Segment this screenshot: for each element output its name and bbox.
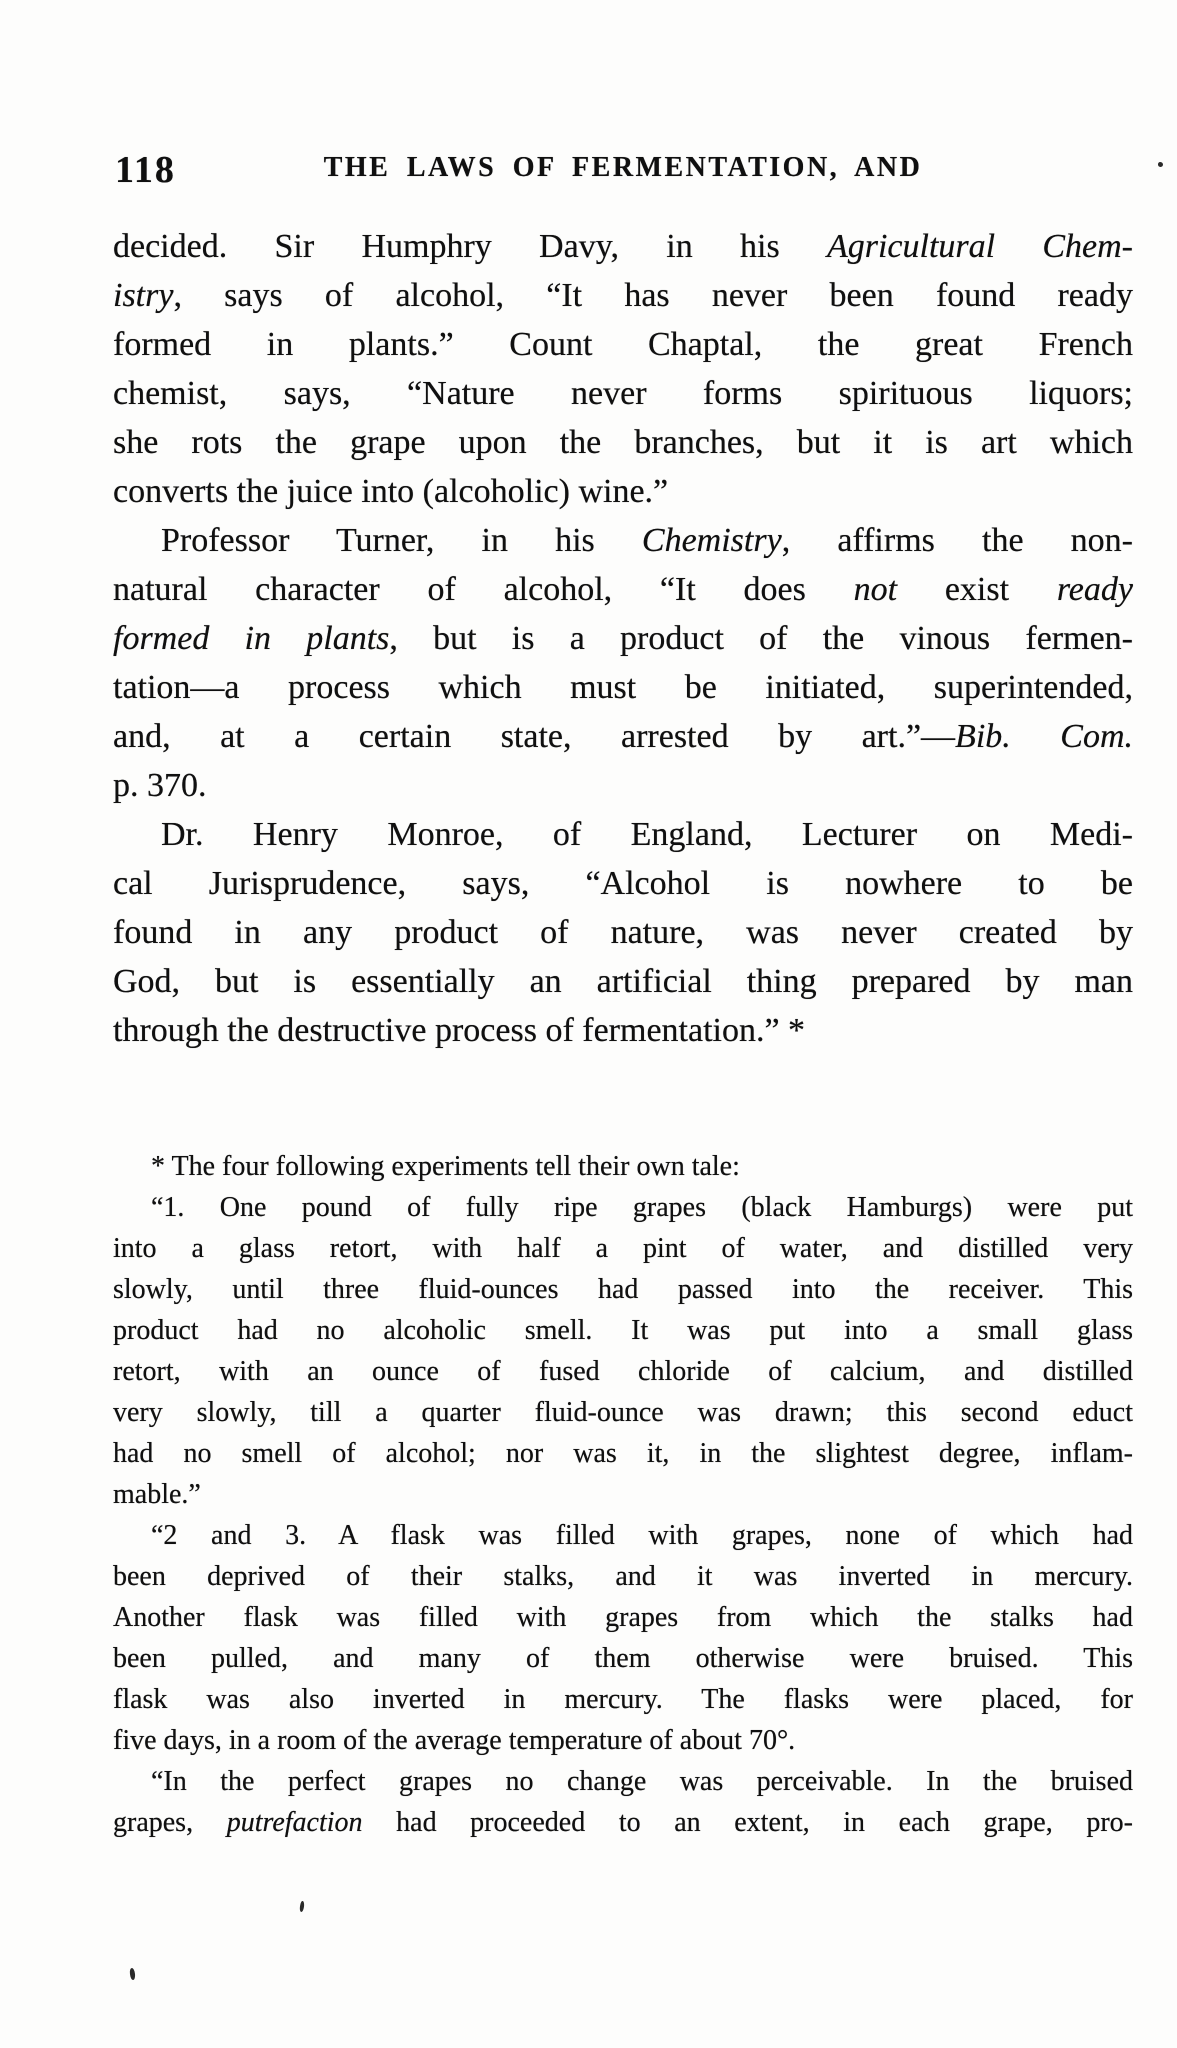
- text-segment: grapes,: [113, 1807, 227, 1838]
- text-line: [113, 1515, 1133, 1556]
- text-segment: into a glass retort, with half a pint of water, and distilled very: [113, 1233, 1133, 1264]
- text-line: [113, 908, 1133, 957]
- text-line: [113, 1310, 1133, 1351]
- text-line: [113, 467, 1133, 516]
- text-line: [113, 1474, 1133, 1515]
- text-line: [113, 1802, 1133, 1843]
- italic-text: ready: [1056, 571, 1133, 608]
- text-line: [113, 565, 1133, 614]
- text-segment: slowly, until three fluid-ounces had passed into the receiver. This: [113, 1274, 1133, 1305]
- text-segment: “1. One pound of fully ripe grapes (black Hamburgs) were put: [151, 1192, 1133, 1223]
- italic-text: putrefaction: [226, 1807, 363, 1838]
- paragraph: [113, 222, 1133, 516]
- text-segment: product had no alcoholic smell. It was put into a small glass: [113, 1315, 1133, 1346]
- text-line: [113, 1638, 1133, 1679]
- italic-text: Bib. Com.: [955, 718, 1133, 755]
- text-segment: Professor Turner, in his: [161, 522, 642, 559]
- paragraph: [113, 1515, 1133, 1761]
- text-segment: tation—a process which must be initiated, superintended,: [113, 669, 1133, 706]
- italic-text: formed in plants: [113, 620, 390, 657]
- text-segment: found in any product of nature, was never created by: [113, 914, 1133, 951]
- text-line: [113, 810, 1133, 859]
- text-segment: God, but is essentially an artificial thing prepared by man: [113, 963, 1133, 1000]
- body-text: [113, 222, 1133, 1055]
- text-segment: through the destructive process of fermentation.” *: [113, 1012, 806, 1049]
- text-segment: been deprived of their stalks, and it was inverted in mercury.: [113, 1561, 1133, 1592]
- running-title: THE LAWS OF FERMENTATION, AND: [323, 152, 923, 183]
- running-header: [113, 146, 1133, 190]
- text-line: [113, 761, 1133, 810]
- text-segment: formed in plants.” Count Chaptal, the great French: [113, 326, 1133, 363]
- paragraph: [113, 516, 1133, 810]
- text-segment: very slowly, till a quarter fluid-ounce was drawn; this second educt: [113, 1397, 1133, 1428]
- text-segment: decided. Sir Humphry Davy, in his: [113, 228, 827, 265]
- text-line: [113, 271, 1133, 320]
- text-segment: mable.”: [113, 1479, 201, 1510]
- text-line: [113, 1720, 1133, 1761]
- paragraph: [113, 1146, 1133, 1187]
- page-number: 118: [115, 149, 176, 191]
- scan-speck: [299, 1901, 304, 1912]
- text-line: [113, 663, 1133, 712]
- paragraph: [113, 1187, 1133, 1515]
- text-segment: natural character of alcohol, “It does: [113, 571, 854, 608]
- text-line: [113, 859, 1133, 908]
- text-line: [113, 957, 1133, 1006]
- paragraph: [113, 810, 1133, 1055]
- text-segment: exist: [897, 571, 1057, 608]
- text-segment: had proceeded to an extent, in each grape, pro-: [362, 1807, 1133, 1838]
- text-line: [113, 222, 1133, 271]
- text-segment: , but is a product of the vinous fermen-: [389, 620, 1133, 657]
- text-line: [113, 1392, 1133, 1433]
- text-segment: * The four following experiments tell their own tale:: [151, 1151, 740, 1182]
- text-segment: , says of alcohol, “It has never been found ready: [173, 277, 1133, 314]
- text-segment: “2 and 3. A flask was filled with grapes, none of which had: [151, 1520, 1133, 1551]
- text-segment: p. 370.: [113, 767, 207, 804]
- text-line: [113, 1761, 1133, 1802]
- text-segment: , affirms the non-: [781, 522, 1133, 559]
- text-segment: been pulled, and many of them otherwise were bruised. This: [113, 1643, 1133, 1674]
- text-segment: “In the perfect grapes no change was perceivable. In the bruised: [151, 1766, 1133, 1797]
- text-segment: chemist, says, “Nature never forms spirituous liquors;: [113, 375, 1133, 412]
- text-segment: Another flask was filled with grapes from which the stalks had: [113, 1602, 1133, 1633]
- text-line: [113, 369, 1133, 418]
- text-line: [113, 1228, 1133, 1269]
- text-segment: and, at a certain state, arrested by art.”—: [113, 718, 956, 755]
- text-segment: Dr. Henry Monroe, of England, Lecturer on Medi-: [161, 816, 1133, 853]
- text-segment: had no smell of alcohol; nor was it, in the slightest degree, inflam-: [113, 1438, 1133, 1469]
- text-line: [113, 614, 1133, 663]
- text-line: [113, 516, 1133, 565]
- paragraph: [113, 1761, 1133, 1843]
- text-segment: converts the juice into (alcoholic) wine.”: [113, 473, 669, 510]
- text-line: [113, 1006, 1133, 1055]
- footnote: [113, 1146, 1133, 1843]
- scan-speck: [1158, 162, 1163, 167]
- italic-text: Agricultural Chem-: [826, 228, 1133, 265]
- italic-text: not: [853, 571, 898, 608]
- text-segment: retort, with an ounce of fused chloride of calcium, and distilled: [113, 1356, 1133, 1387]
- text-line: [113, 320, 1133, 369]
- text-segment: cal Jurisprudence, says, “Alcohol is nowhere to be: [113, 865, 1133, 902]
- text-line: [113, 1269, 1133, 1310]
- text-line: [113, 1433, 1133, 1474]
- text-line: [113, 418, 1133, 467]
- text-line: [113, 1187, 1133, 1228]
- text-line: [113, 1351, 1133, 1392]
- text-line: [113, 1556, 1133, 1597]
- text-segment: she rots the grape upon the branches, but it is art which: [113, 424, 1133, 461]
- text-line: [113, 1679, 1133, 1720]
- italic-text: Chemistry: [641, 522, 782, 559]
- text-line: [113, 712, 1133, 761]
- text-line: [113, 1146, 1133, 1187]
- text-segment: five days, in a room of the average temperature of about 70°.: [113, 1725, 796, 1756]
- scan-speck: [129, 1968, 135, 1980]
- italic-text: istry: [113, 277, 174, 314]
- text-line: [113, 1597, 1133, 1638]
- text-segment: flask was also inverted in mercury. The flasks were placed, for: [113, 1684, 1133, 1715]
